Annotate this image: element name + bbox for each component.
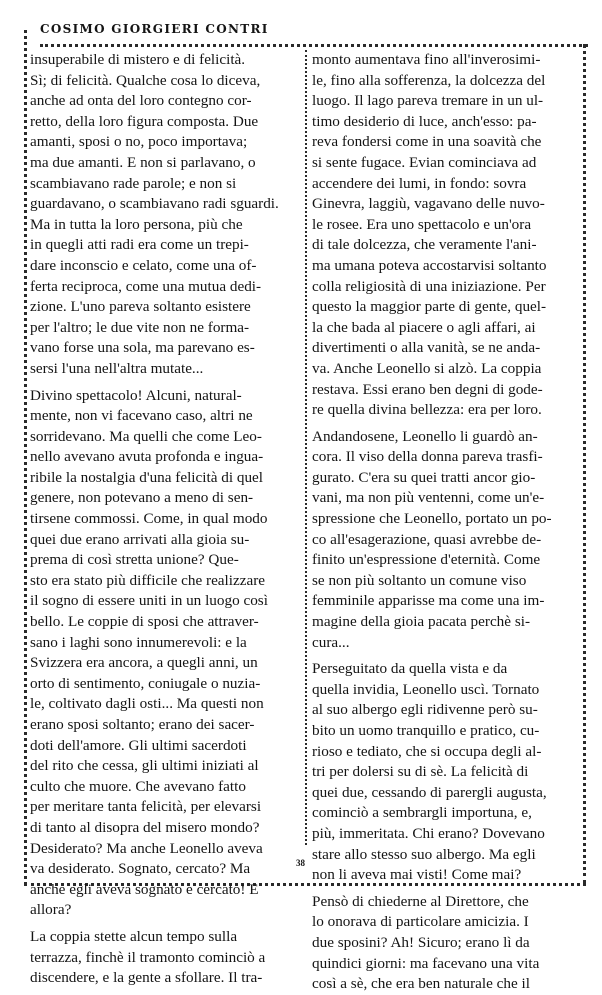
text-line: sersi l'una nell'altra mutate... <box>30 359 204 377</box>
text-line: ma due amanti. E non si parlavano, o <box>30 153 256 171</box>
paragraph <box>312 50 580 421</box>
text-line: sorridevano. Ma quelli che come Leo- <box>30 427 262 445</box>
text-line: finito un'espressione d'eternità. Come <box>312 551 541 569</box>
text-line: terrazza, finchè il tramonto cominciò a <box>30 948 266 966</box>
text-line: restava. Essi erano ben degni di gode- <box>312 380 543 398</box>
text-line: per l'altro; le due vite non ne forma- <box>30 318 250 336</box>
text-line: Sì; di felicità. Qualche cosa lo diceva, <box>30 71 261 89</box>
border-top <box>40 44 588 47</box>
text-line: rioso e tediato, che si occupa degli al- <box>312 742 542 760</box>
text-line: si sente fugace. Evian cominciava ad <box>312 153 537 171</box>
text-line: quella invidia, Leonello uscì. Tornato <box>312 680 540 698</box>
paragraph <box>312 892 580 995</box>
text-line: monto aumentava fino all'inverosimi- <box>312 51 541 68</box>
text-line: insuperabile di mistero e di felicità. <box>30 51 246 68</box>
text-line: sano i laghi sono innumerevoli: e la <box>30 633 247 651</box>
paragraph <box>30 386 298 921</box>
text-line: bito un uomo tranquillo e pratico, cu- <box>312 722 540 739</box>
text-line: magine della gioia pacata perchè si- <box>312 613 531 631</box>
text-line: erano sposi soltanto; erano dei sacer- <box>30 716 255 733</box>
text-line: le, fino alla sofferenza, la dolcezza del <box>312 71 546 89</box>
text-line: amanti, sposi o no, poco importava; <box>30 133 248 151</box>
text-line: lo onorava di particolare amicizia. I <box>312 913 529 931</box>
text-line: dare inconscio e celato, come una of- <box>30 256 257 274</box>
right-column <box>312 50 580 995</box>
text-line: gurato. C'era su quei tratti ancor gio- <box>312 468 536 486</box>
text-line: spressione che Leonello, portato un po- <box>312 510 552 528</box>
column-divider <box>305 50 307 845</box>
text-line: al suo albergo egli ridivenne però su- <box>312 701 538 719</box>
text-line: va. Anche Leonello si alzò. La coppia <box>312 359 542 377</box>
text-line: prema di così stretta unione? Que- <box>30 551 239 569</box>
text-line: allora? <box>30 901 72 919</box>
text-line: anche egli aveva sognato e cercato! E <box>30 880 259 898</box>
text-line: va desiderato. Sognato, cercato? Ma <box>30 860 251 878</box>
text-line: Pensò di chiederne al Direttore, che <box>312 892 529 910</box>
text-line: Divino spettacolo! Alcuni, natural- <box>30 386 242 404</box>
paragraph <box>30 50 298 380</box>
text-line: guardavano, o scambiavano radi sguardi. <box>30 195 279 213</box>
text-line: Svizzera era ancora, a quegli anni, un <box>30 654 258 672</box>
text-line: La coppia stette alcun tempo sulla <box>30 927 238 945</box>
text-line: co all'esagerazione, quasi avrebbe de- <box>312 530 542 548</box>
text-line: tri per dolersi su di sè. La felicità di <box>312 763 529 781</box>
text-line: anche ad onta del loro contegno cor- <box>30 92 252 110</box>
text-line: le, coltivato dagli osti... Ma questi non <box>30 695 264 713</box>
text-line: timo desiderio di luce, anch'esso: pa- <box>312 112 537 130</box>
text-line: il sogno di essere uniti in un luogo così <box>30 592 268 610</box>
text-line: femminile apparisse ma come una im- <box>312 592 545 610</box>
text-line: del rito che cessa, gli ultimi iniziati al <box>30 757 259 775</box>
text-line: sto era stato più difficile che realizzare <box>30 571 266 589</box>
text-line: vano forse una sola, ma parevano es- <box>30 339 255 357</box>
text-line: zione. L'uno pareva soltanto esistere <box>30 298 251 316</box>
text-line: retto, della loro figura composta. Due <box>30 112 259 130</box>
text-line: Desiderato? Ma anche Leonello aveva <box>30 839 263 857</box>
text-line: ferta reciproca, come una mutua dedi- <box>30 277 262 295</box>
text-line: mente, non vi facevano caso, altri ne <box>30 407 253 425</box>
text-line: di tanto al disopra del misero mondo? <box>30 818 260 836</box>
text-line: quei due erano arrivati alla gioia su- <box>30 530 250 548</box>
text-line: cura... <box>312 633 350 651</box>
text-line: più, immeritata. Chi erano? Dovevano <box>312 824 545 842</box>
text-line: la che bada al piacere o agli affari, ai <box>312 318 536 336</box>
paragraph <box>312 659 580 886</box>
text-line: nello avevano avuta profonda e ingua- <box>30 448 264 466</box>
text-line: reva fondersi come in una soavità che <box>312 133 542 151</box>
border-left <box>24 30 27 885</box>
text-line: quei due, cessando di parergli augusta, <box>312 783 547 801</box>
text-line: cominciò a sembrargli importuna, e, <box>312 804 532 822</box>
text-line: Ginevra, laggiù, vagavano delle nuvo- <box>312 195 545 213</box>
text-line: così a sè, che era ben naturale che il <box>312 975 530 993</box>
text-line: re quella divina bellezza: era per loro. <box>312 401 542 419</box>
text-line: questo la maggior parte di gente, quel- <box>312 298 547 316</box>
text-line: stare allo stesso suo albergo. Ma egli <box>312 845 536 863</box>
text-line: Ma in tutta la loro persona, più che <box>30 215 243 233</box>
text-line: scambiavano rade parole; e non si <box>30 174 237 192</box>
text-line: non li aveva mai visti! Come mai? <box>312 866 522 884</box>
text-line: quindici giorni: ma facevano una vita <box>312 954 540 972</box>
text-line: in quegli atti radi era come un trepi- <box>30 236 249 254</box>
text-line: cora. Il viso della donna pareva trasfi- <box>312 448 543 466</box>
text-line: accendere dei lumi, in fondo: sovra <box>312 174 527 192</box>
page-number: 38 <box>296 858 305 868</box>
running-title: COSIMO GIORGIERI CONTRI <box>40 22 269 36</box>
text-line: orto di sentimento, coniugale o nuzia- <box>30 674 261 692</box>
text-line: bello. Le coppie di sposi che attraver- <box>30 613 259 631</box>
text-line: due sposini? Ah! Sicuro; erano lì da <box>312 933 530 951</box>
text-line: tirsene commossi. Come, in qual modo <box>30 510 268 528</box>
text-line: se non più soltanto un comune viso <box>312 571 527 589</box>
text-line: colla religiosità di una iniziazione. Per <box>312 277 546 295</box>
text-line: ribile la nostalgia d'una felicità di quel <box>30 468 264 486</box>
text-line: Andandosene, Leonello li guardò an- <box>312 427 538 445</box>
text-line: ma umana poteva accostarvisi soltanto <box>312 256 547 274</box>
text-line: Perseguitato da quella vista e da <box>312 660 508 678</box>
text-line: per meritare tanta felicità, per elevarsi <box>30 798 262 816</box>
text-line: vani, ma non più ventenni, come un'e- <box>312 489 545 507</box>
text-line: genere, non potevano a meno di sen- <box>30 489 254 507</box>
text-line: di tale dolcezza, che veramente l'ani- <box>312 236 537 254</box>
left-column <box>30 50 298 989</box>
border-right <box>583 44 586 884</box>
text-line: discendere, e la gente a sfollare. Il tra- <box>30 969 263 987</box>
paragraph <box>30 927 298 989</box>
text-line: culto che muore. Che avevano fatto <box>30 777 246 795</box>
paragraph <box>312 427 580 654</box>
text-line: le rosee. Era uno spettacolo e un'ora <box>312 215 532 233</box>
text-line: doti dell'amore. Gli ultimi sacerdoti <box>30 736 247 754</box>
text-line: divertimenti o alla vanità, se ne anda- <box>312 339 541 357</box>
text-line: luogo. Il lago pareva tremare in un ul- <box>312 92 544 110</box>
